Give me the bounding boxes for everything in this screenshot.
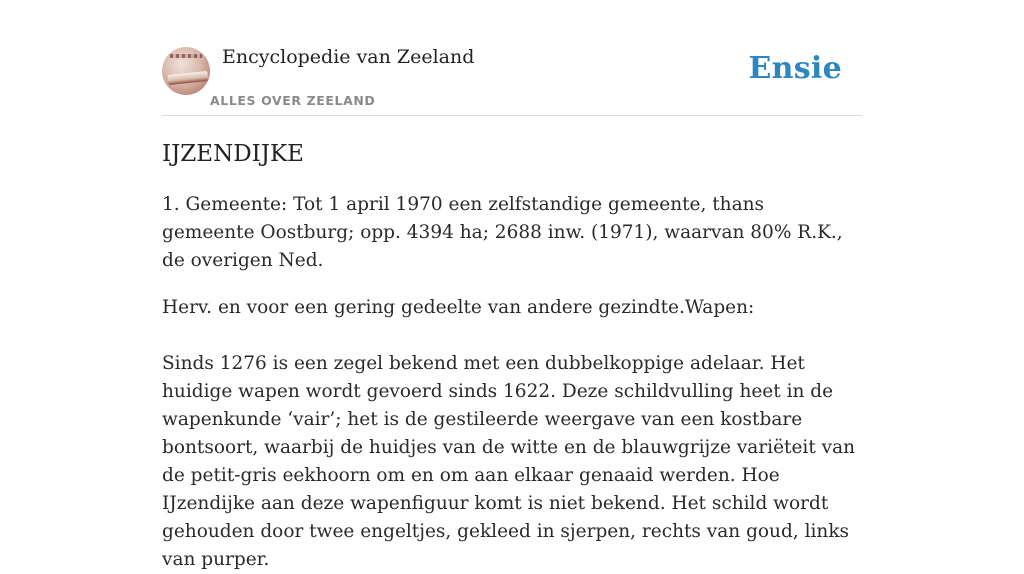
- article-title: IJZENDIJKE: [162, 141, 304, 167]
- article-paragraph-3: Sinds 1276 is een zegel bekend met een dubbelkoppige adelaar. Het huidige wapen wordt gevoerd sinds 1622. Deze schildvulling heet in de wapenkunde ‘vair’; het is de gestileerde weergave van een kostbare bontsoort, waarbij de huidjes van de witte en de blauwgrijze variëteit van de petit-gris eekhoorn om en om aan elkaar genaaid werden. Hoe IJzendijke aan deze wapenfiguur komt is niet bekend. Het schild wordt gehouden door twee engeltjes, gekleed in sjerpen, rechts van goud, links van purper.: [162, 353, 856, 570]
- site-title-link[interactable]: Encyclopedie van Zeeland: [222, 46, 475, 68]
- page: [162, 0, 862, 570]
- avatar-strip: [170, 54, 202, 58]
- site-header: [162, 0, 862, 116]
- ensie-logo-link[interactable]: Ensie: [748, 51, 842, 86]
- paragraph-gap: [162, 341, 862, 350]
- site-subtitle: ALLES OVER ZEELAND: [210, 93, 376, 108]
- article-content: [162, 191, 862, 574]
- avatar-book: [168, 71, 209, 85]
- site-avatar-icon[interactable]: [162, 47, 210, 95]
- article-paragraph-2: Herv. en voor een gering gedeelte van andere gezindte.Wapen:: [162, 297, 755, 318]
- article-paragraph-1: 1. Gemeente: Tot 1 april 1970 een zelfstandige gemeente, thans gemeente Oostburg; opp. 4394 ha; 2688 inw. (1971), waarvan 80% R.K., de overigen Ned.: [162, 194, 843, 271]
